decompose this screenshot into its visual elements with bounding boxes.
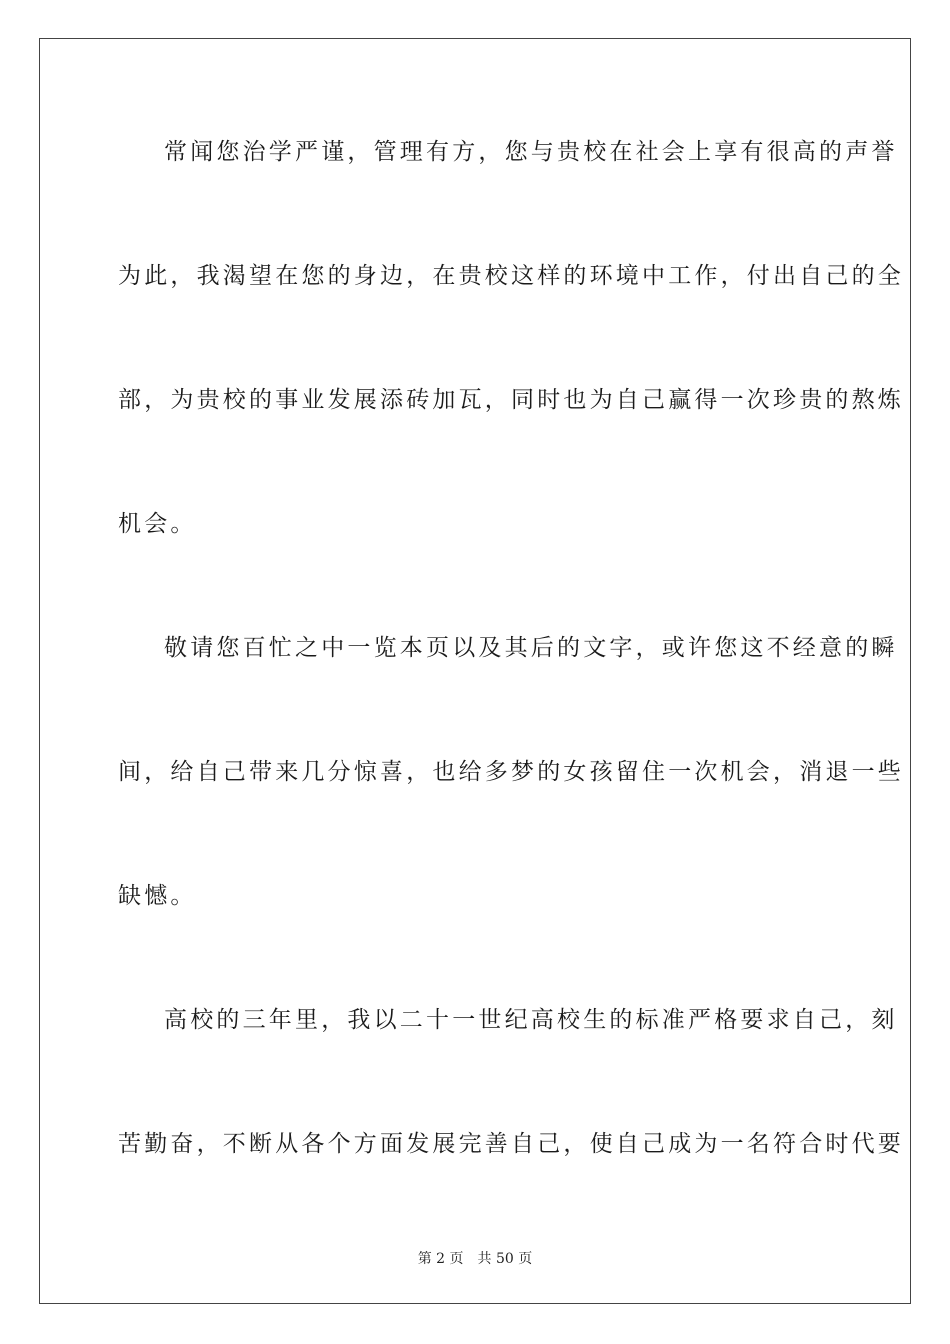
page-border xyxy=(39,38,911,1304)
paragraph-3-line-2: 苦勤奋，不断从各个方面发展完善自己，使自己成为一名符合时代要 xyxy=(118,1131,904,1157)
paragraph-1-line-3: 部，为贵校的事业发展添砖加瓦，同时也为自己赢得一次珍贵的熬炼 xyxy=(118,387,904,413)
paragraph-3-line-1: 高校的三年里，我以二十一世纪高校生的标准严格要求自己，刻 xyxy=(164,1007,898,1033)
paragraph-1-line-4: 机会。 xyxy=(118,511,197,537)
paragraph-1-line-1: 常闻您治学严谨，管理有方，您与贵校在社会上享有很高的声誉 xyxy=(164,139,898,165)
paragraph-1-line-2: 为此，我渴望在您的身边，在贵校这样的环境中工作，付出自己的全 xyxy=(118,263,904,289)
page-number-footer: 第 2 页 共 50 页 xyxy=(417,1251,533,1267)
paragraph-2-line-3: 缺憾。 xyxy=(118,883,197,909)
paragraph-2-line-1: 敬请您百忙之中一览本页以及其后的文字，或许您这不经意的瞬 xyxy=(164,635,898,661)
paragraph-2-line-2: 间，给自己带来几分惊喜，也给多梦的女孩留住一次机会，消退一些 xyxy=(118,759,904,785)
